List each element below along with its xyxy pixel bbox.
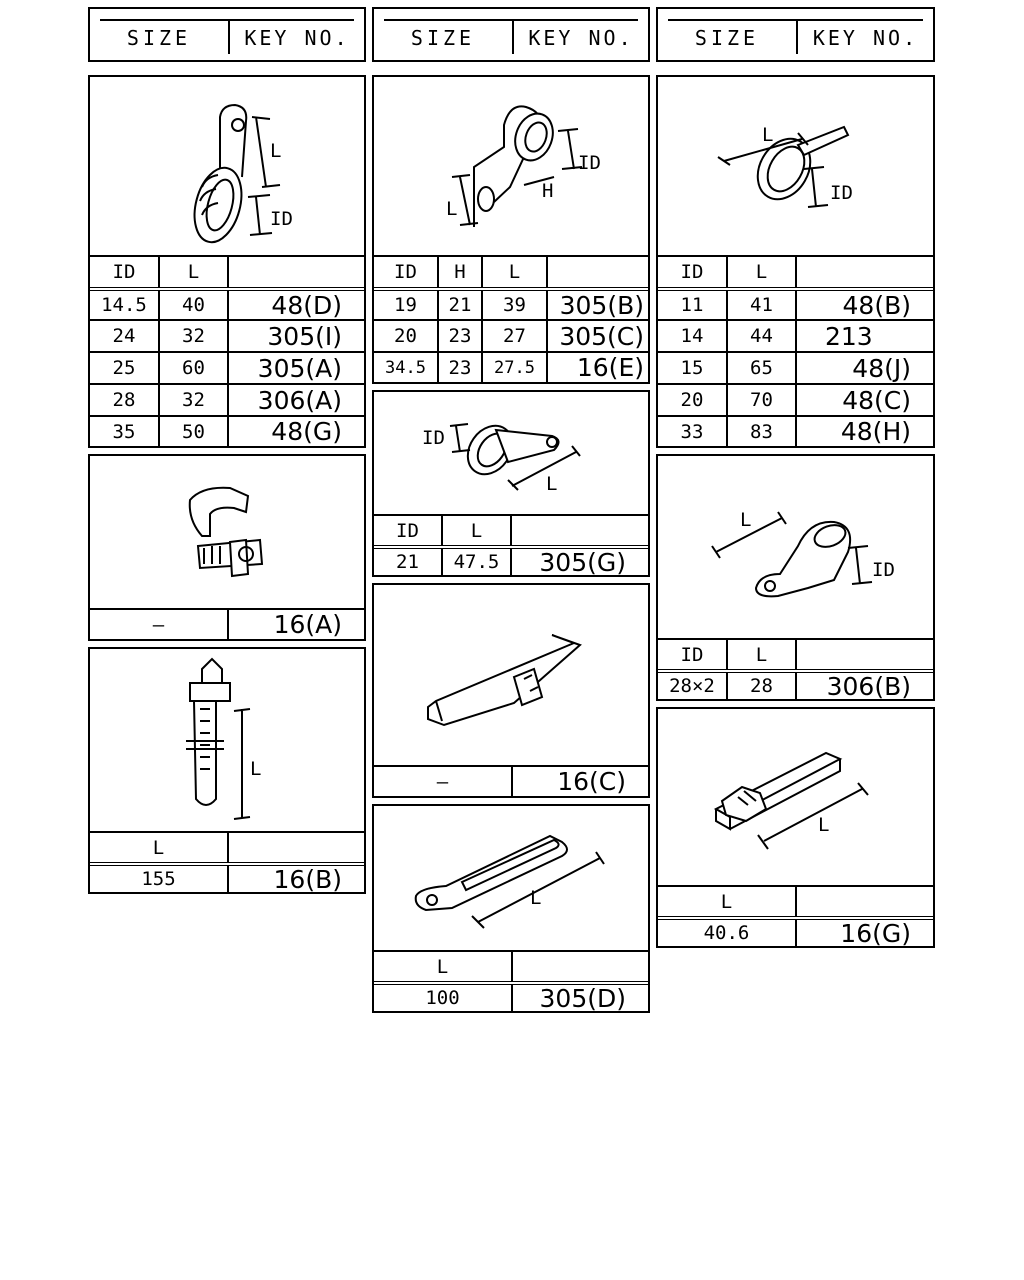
table-row: 100 305(D) bbox=[374, 981, 648, 1011]
panel-clamp-b: ID H L ID H L 19 21 39 305(B) 20 23 27 305(C) 34.5 23 27.5 16(E) bbox=[372, 75, 650, 384]
clip-drawing bbox=[90, 456, 364, 608]
clip-drawing bbox=[658, 709, 933, 885]
dim-id-label: ID bbox=[422, 427, 445, 449]
tie-drawing bbox=[90, 649, 364, 831]
dim-id-label: ID bbox=[270, 208, 293, 230]
col-id: ID bbox=[90, 257, 160, 287]
table-row: 40.6 16(G) bbox=[658, 916, 933, 946]
table-row: 24 32 305(I) bbox=[90, 319, 364, 351]
dim-id-label: ID bbox=[872, 559, 895, 581]
dim-h-label: H bbox=[542, 180, 554, 202]
dim-l-label: L bbox=[818, 814, 830, 836]
panel-clip-16g: L L 40.6 16(G) bbox=[656, 707, 935, 948]
header-col-1 bbox=[88, 7, 366, 62]
table-row: 155 16(B) bbox=[90, 862, 364, 892]
table-row: — 16(A) bbox=[90, 608, 364, 639]
dim-l-label: L bbox=[762, 124, 774, 146]
table-row: 11 41 48(B) bbox=[658, 287, 933, 319]
clamp-drawing bbox=[658, 77, 933, 255]
header-col-2 bbox=[372, 7, 650, 62]
table-row: 20 23 27 305(C) bbox=[374, 319, 648, 351]
clamp-drawing bbox=[374, 77, 648, 255]
header-col-3 bbox=[656, 7, 935, 62]
dim-l-label: L bbox=[270, 140, 282, 162]
key-header: KEY NO. bbox=[512, 21, 648, 54]
col-key bbox=[229, 257, 364, 287]
panel-tie-16b: L L 155 16(B) bbox=[88, 647, 366, 894]
size-header: SIZE bbox=[410, 25, 476, 50]
dim-id-label: ID bbox=[578, 152, 601, 174]
col-l: L bbox=[160, 257, 229, 287]
clip-drawing bbox=[374, 585, 648, 765]
table-row: 20 70 48(C) bbox=[658, 383, 933, 415]
dim-l-label: L bbox=[446, 198, 458, 220]
dim-l-label: L bbox=[546, 473, 558, 495]
key-header: KEY NO. bbox=[796, 21, 933, 54]
table-row: 35 50 48(G) bbox=[90, 415, 364, 446]
table-row: 21 47.5 305(G) bbox=[374, 545, 648, 575]
table-row: 14.5 40 48(D) bbox=[90, 287, 364, 319]
table-row: 28×2 28 306(B) bbox=[658, 669, 933, 699]
table-row: 25 60 305(A) bbox=[90, 351, 364, 383]
dim-l-label: L bbox=[530, 887, 542, 909]
table-row: 14 44 213 bbox=[658, 319, 933, 351]
panel-clamp-c: L ID ID L 11 41 48(B) 14 44 213 15 65 48(J) 20 70 48(C) 33 83 48(H) bbox=[656, 75, 935, 448]
dim-l-label: L bbox=[740, 509, 752, 531]
table-row: 33 83 48(H) bbox=[658, 415, 933, 446]
panel-clip-16c bbox=[372, 583, 650, 798]
panel-clamp-a bbox=[88, 75, 366, 448]
panel-clip-16a bbox=[88, 454, 366, 641]
size-header: SIZE bbox=[126, 25, 192, 50]
table-row: 28 32 306(A) bbox=[90, 383, 364, 415]
panel-band-305d: L L 100 305(D) bbox=[372, 804, 650, 1013]
size-header: SIZE bbox=[694, 25, 760, 50]
clip-drawing bbox=[374, 392, 648, 514]
dim-l-label: L bbox=[250, 758, 262, 780]
clamp-drawing bbox=[90, 77, 364, 255]
dim-id-label: ID bbox=[830, 182, 853, 204]
clamp-drawing bbox=[658, 456, 933, 638]
table-row: 15 65 48(J) bbox=[658, 351, 933, 383]
panel-clamp-306b: L ID ID L 28×2 28 306(B) bbox=[656, 454, 935, 701]
band-drawing bbox=[374, 806, 648, 950]
key-header: KEY NO. bbox=[228, 21, 364, 54]
table-row: — 16(C) bbox=[374, 765, 648, 796]
table-row: 19 21 39 305(B) bbox=[374, 287, 648, 319]
table-row: 34.5 23 27.5 16(E) bbox=[374, 351, 648, 382]
panel-clip-305g: ID L ID L 21 47.5 305(G) bbox=[372, 390, 650, 577]
